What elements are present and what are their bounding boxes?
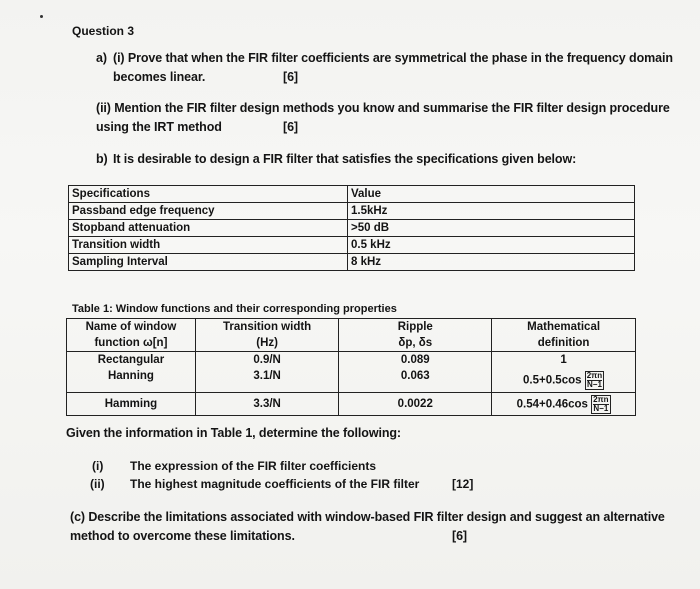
- fraction-numerator: 2πn: [593, 394, 609, 404]
- item-ii-number: (ii): [90, 477, 105, 491]
- window-ripple: 0.089: [339, 352, 492, 369]
- spec-value: 1.5kHz: [348, 203, 635, 220]
- header-ripple-line1: Ripple: [339, 319, 492, 336]
- window-ripple: 0.063: [339, 368, 492, 393]
- part-a-ii-marks: [6]: [283, 120, 298, 134]
- header-transition-line2: (Hz): [195, 335, 338, 352]
- spec-value: 0.5 kHz: [348, 237, 635, 254]
- spec-name: Passband edge frequency: [69, 203, 348, 220]
- spec-header-value: Value: [348, 186, 635, 203]
- part-c-marks: [6]: [452, 529, 467, 543]
- header-math-line2: definition: [492, 335, 636, 352]
- fraction-denominator: N−1: [593, 403, 609, 413]
- fraction-numerator: 2πn: [586, 370, 603, 380]
- window-header-row-2: [67, 335, 636, 352]
- fraction-box: [591, 395, 610, 414]
- given-text: Given the information in Table 1, determine the following:: [66, 426, 401, 440]
- header-ripple-line2: δp, δs: [339, 335, 492, 352]
- table-row: [69, 237, 635, 254]
- header-name-line2: function ω[n]: [67, 335, 196, 352]
- part-a-i-line2: becomes linear.: [113, 70, 206, 84]
- fraction-denominator: N−1: [587, 379, 602, 389]
- table-row: [69, 220, 635, 237]
- window-name: Hanning: [67, 368, 196, 393]
- table-row: [69, 254, 635, 271]
- header-name-line1: Name of window: [67, 319, 196, 336]
- specifications-table: [68, 185, 635, 271]
- spec-name: Transition width: [69, 237, 348, 254]
- part-b-marks: [12]: [452, 477, 474, 491]
- window-functions-table: [66, 318, 636, 416]
- window-ripple: 0.0022: [339, 393, 492, 416]
- part-b-label: b): [96, 152, 108, 166]
- scan-speck: [40, 15, 43, 18]
- fraction-box: [585, 371, 604, 390]
- spec-value: >50 dB: [348, 220, 635, 237]
- window-name: Hamming: [67, 393, 196, 416]
- window-definition-cell: [492, 368, 636, 393]
- window-transition: 0.9/N: [195, 352, 338, 369]
- window-table-caption: Table 1: Window functions and their corresponding properties: [72, 303, 397, 315]
- part-a-i-line1: (i) Prove that when the FIR filter coefficients are symmetrical the phase in the frequency domain: [113, 51, 673, 65]
- part-b-text: It is desirable to design a FIR filter that satisfies the specifications given below:: [113, 152, 577, 166]
- header-transition-line1: Transition width: [195, 319, 338, 336]
- window-transition: 3.1/N: [195, 368, 338, 393]
- part-a-label: a): [96, 51, 107, 65]
- table-row: [67, 393, 636, 416]
- window-definition: 1: [492, 352, 636, 369]
- spec-name: Sampling Interval: [69, 254, 348, 271]
- item-ii-text: The highest magnitude coefficients of the FIR filter: [130, 477, 420, 491]
- part-c-line1: (c) Describe the limitations associated with window-based FIR filter design and suggest an alternative: [70, 510, 665, 524]
- table-row: [69, 203, 635, 220]
- window-name: Rectangular: [67, 352, 196, 369]
- window-definition: 0.5+0.5cos: [523, 374, 582, 387]
- window-definition-cell: [492, 393, 636, 416]
- item-i-number: (i): [92, 459, 104, 473]
- spec-header-row: [69, 186, 635, 203]
- header-math-line1: Mathematical: [492, 319, 636, 336]
- window-definition: 0.54+0.46cos: [516, 398, 588, 411]
- window-header-row-1: [67, 319, 636, 336]
- part-c-line2: method to overcome these limitations.: [70, 529, 295, 543]
- part-a-ii-line2: using the IRT method: [96, 120, 222, 134]
- item-i-text: The expression of the FIR filter coefficients: [130, 459, 377, 473]
- spec-header-specifications: Specifications: [69, 186, 348, 203]
- part-a-i-marks: [6]: [283, 70, 298, 84]
- part-a-ii-line1: (ii) Mention the FIR filter design methods you know and summarise the FIR filter design procedure: [96, 101, 670, 115]
- question-title: Question 3: [72, 24, 135, 38]
- spec-name: Stopband attenuation: [69, 220, 348, 237]
- window-transition: 3.3/N: [195, 393, 338, 416]
- table-row: [67, 368, 636, 393]
- spec-value: 8 kHz: [348, 254, 635, 271]
- table-row: [67, 352, 636, 369]
